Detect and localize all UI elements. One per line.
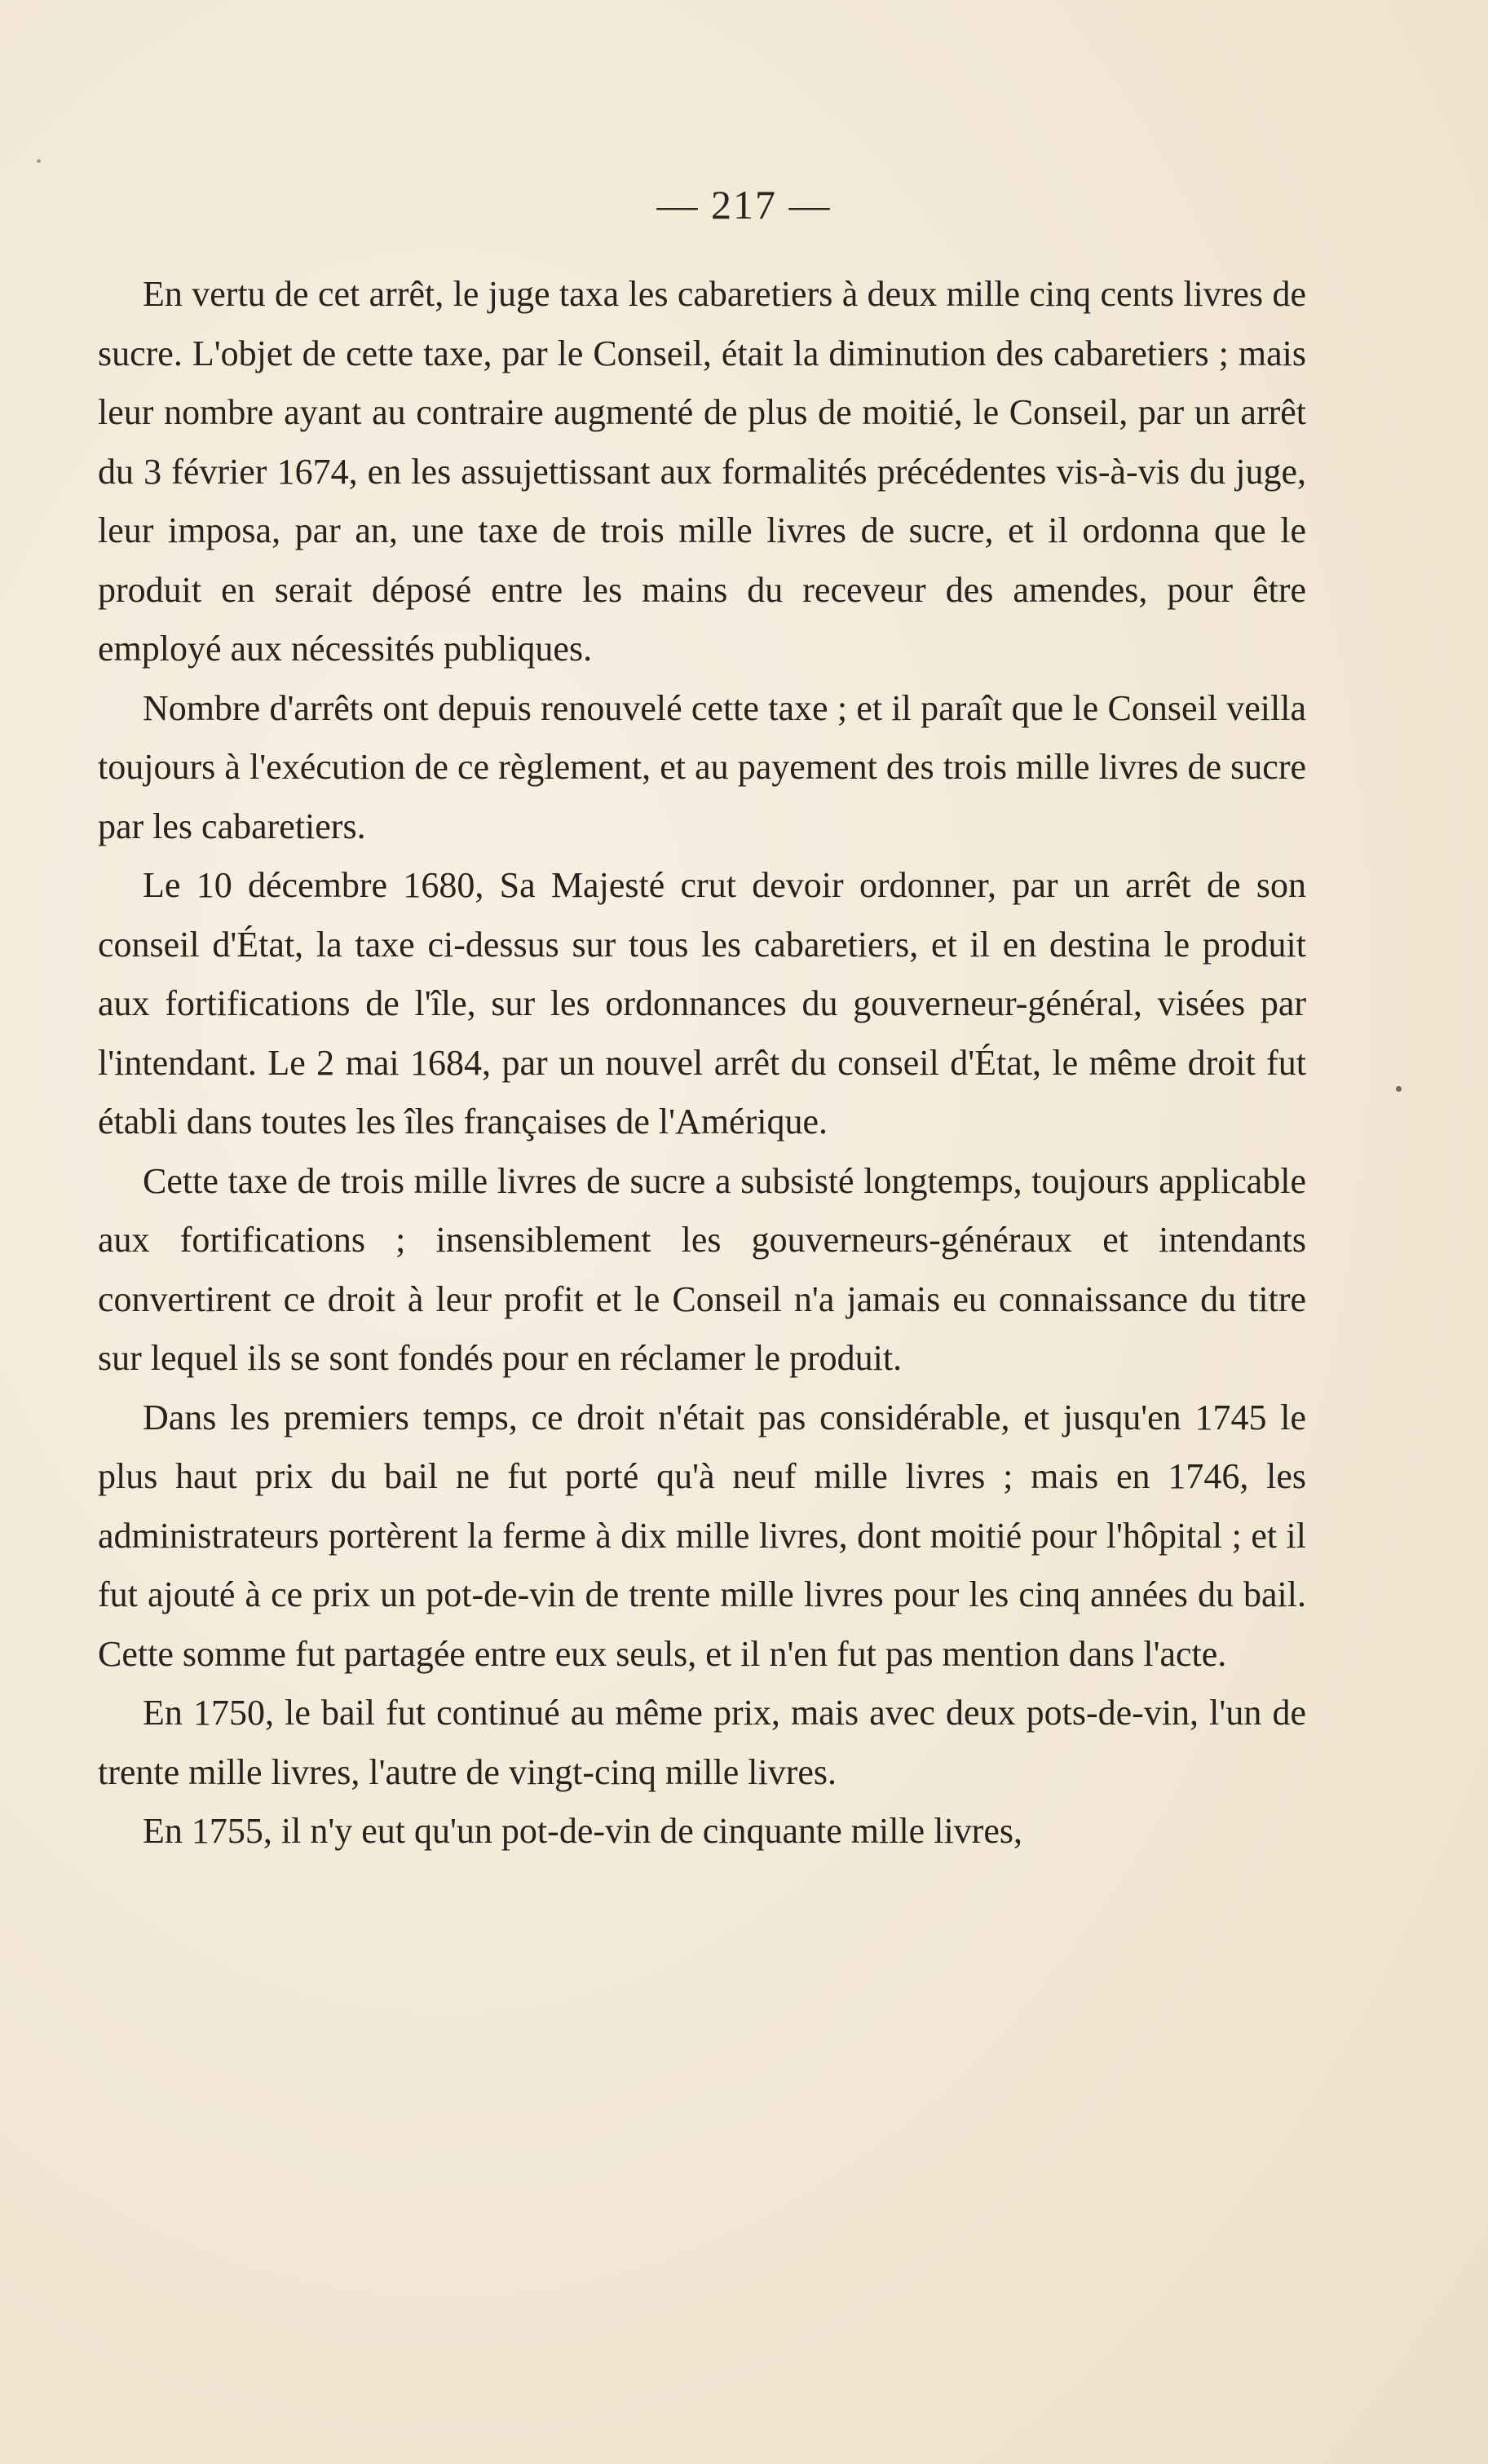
ink-speck	[1396, 1086, 1402, 1092]
paragraph-1: En vertu de cet arrêt, le juge taxa les cabaretiers à deux mille cinq cents livres de sucre. L'objet de cette taxe, par le Conseil, était la diminution des cabaretiers ; mais leur nombre ayant au contraire augmenté de plus de moitié, le Conseil, par un arrêt du 3 février 1674, en les assujettissant aux formalités précédentes vis-à-vis du juge, leur imposa, par an, une taxe de trois mille livres de sucre, et il ordonna que le produit en serait déposé entre les mains du receveur des amendes, pour être employé aux nécessités publiques.	[98, 274, 1306, 669]
paragraph-2: Nombre d'arrêts ont depuis renouvelé cette taxe ; et il paraît que le Conseil veilla toujours à l'exécution de ce règlement, et au payement des trois mille livres de sucre par les cabaretiers.	[98, 687, 1306, 846]
paragraph-4: Cette taxe de trois mille livres de sucre a subsisté longtemps, toujours applicable aux fortifications ; insensiblement les gouverneurs-généraux et intendants convertirent ce droit à leur profit et le Conseil n'a jamais eu connaissance du titre sur lequel ils se sont fondés pour en réclamer le produit.	[98, 1160, 1306, 1378]
ink-speck	[37, 159, 41, 163]
paragraph-3: Le 10 décembre 1680, Sa Majesté crut devoir ordonner, par un arrêt de son conseil d'État, la taxe ci-dessus sur tous les cabaretiers, et il en destina le produit aux fortifications de l'île, sur les ordonnances du gouverneur-général, visées par l'intendant. Le 2 mai 1684, par un nouvel arrêt du conseil d'État, le même droit fut établi dans toutes les îles françaises de l'Amérique.	[98, 865, 1306, 1141]
page-number: — 217 —	[656, 182, 832, 227]
paragraph-6: En 1750, le bail fut continué au même prix, mais avec deux pots-de-vin, l'un de trente mille livres, l'autre de vingt-cinq mille livres.	[98, 1693, 1306, 1792]
body-text	[98, 265, 1306, 1861]
paragraph-5: Dans les premiers temps, ce droit n'était pas considérable, et jusqu'en 1745 le plus haut prix du bail ne fut porté qu'à neuf mille livres ; mais en 1746, les administrateurs portèrent la ferme à dix mille livres, dont moitié pour l'hôpital ; et il fut ajouté à ce prix un pot-de-vin de trente mille livres pour les cinq années du bail. Cette somme fut partagée entre eux seuls, et il n'en fut pas mention dans l'acte.	[98, 1397, 1306, 1674]
paragraph-7: En 1755, il n'y eut qu'un pot-de-vin de cinquante mille livres,	[143, 1811, 1022, 1851]
